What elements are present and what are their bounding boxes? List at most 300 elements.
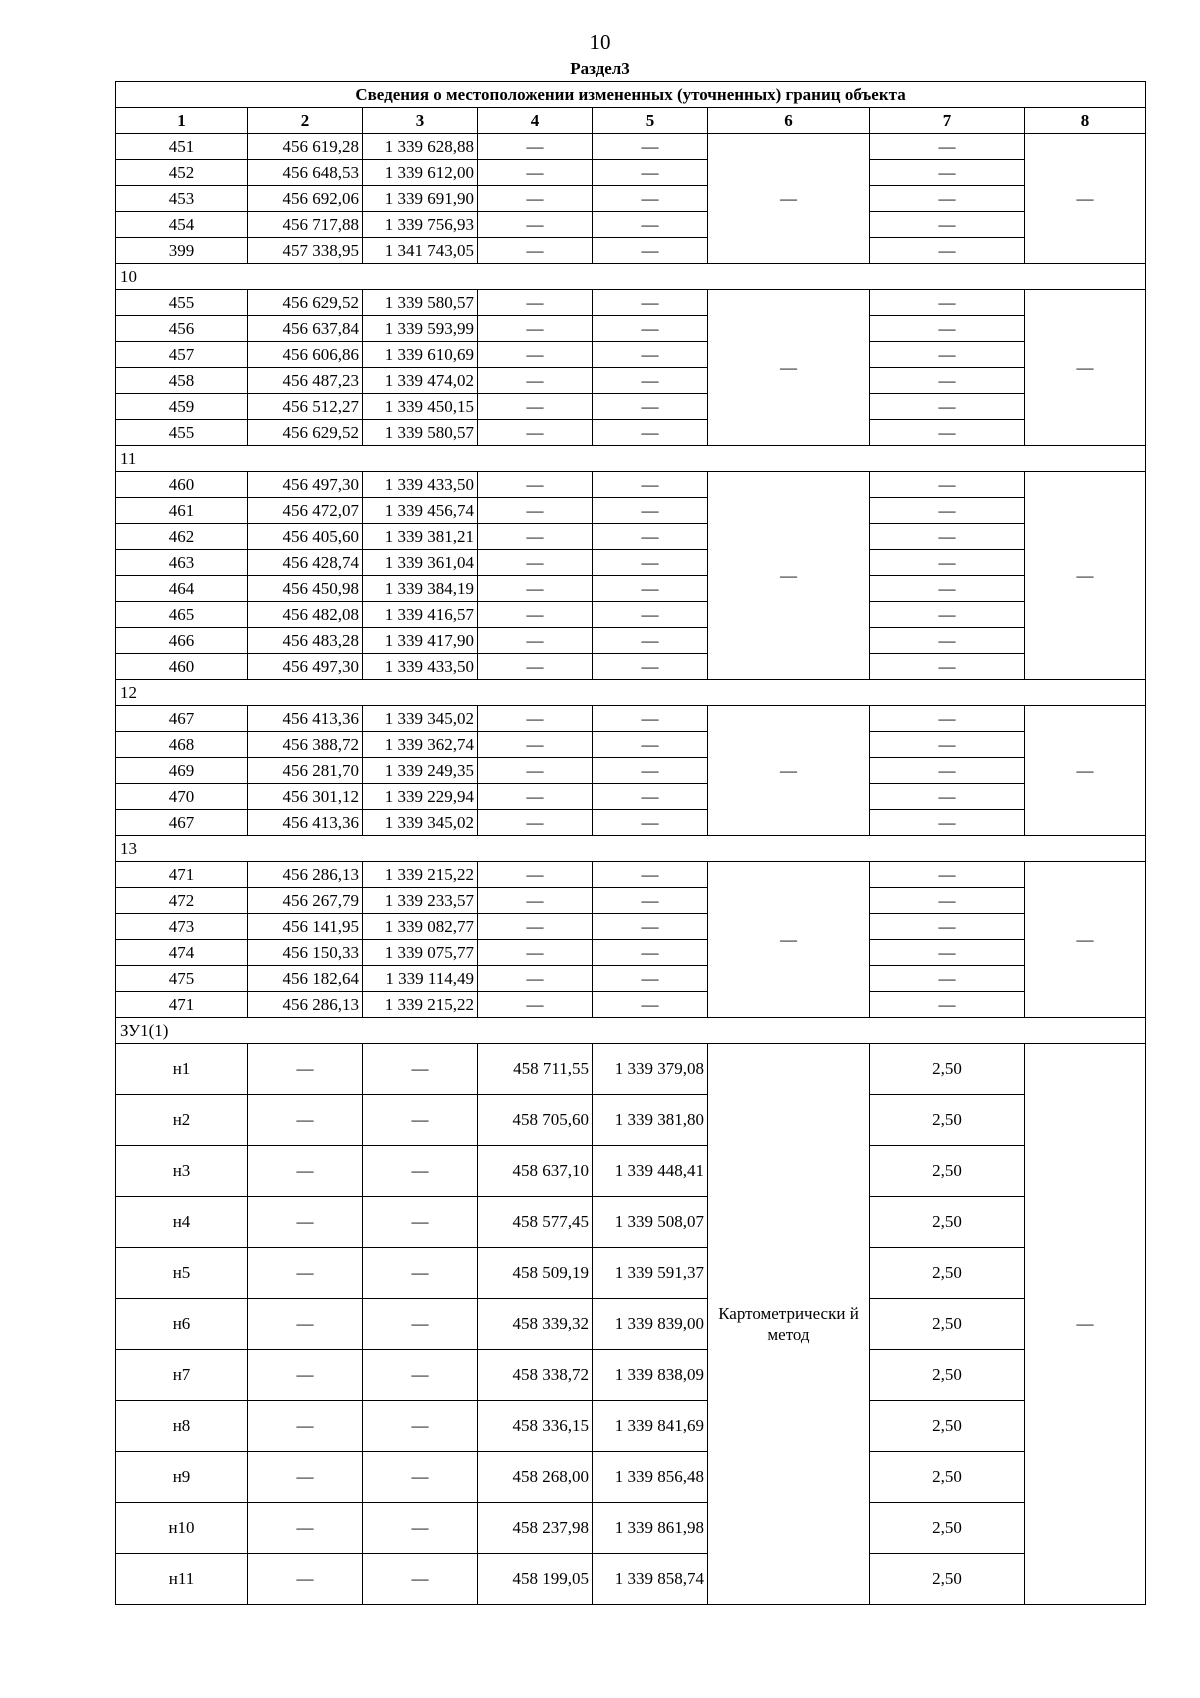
accuracy-cell: — bbox=[870, 472, 1025, 498]
new-y-cell: — bbox=[593, 706, 708, 732]
existing-x-cell: 456 388,72 bbox=[248, 732, 363, 758]
new-y-cell: — bbox=[593, 888, 708, 914]
new-y-cell: — bbox=[593, 420, 708, 446]
table-row bbox=[116, 342, 1146, 368]
accuracy-cell: 2,50 bbox=[870, 1197, 1025, 1248]
table-row bbox=[116, 368, 1146, 394]
new-y-cell: 1 339 861,98 bbox=[593, 1503, 708, 1554]
table-row bbox=[116, 940, 1146, 966]
group-label-row bbox=[116, 264, 1146, 290]
point-number-cell: 457 bbox=[116, 342, 248, 368]
existing-x-cell: 456 619,28 bbox=[248, 134, 363, 160]
new-x-cell: — bbox=[478, 758, 593, 784]
group-label: 11 bbox=[116, 446, 1146, 472]
description-cell: — bbox=[1025, 472, 1146, 680]
table-row bbox=[116, 212, 1146, 238]
accuracy-cell: — bbox=[870, 524, 1025, 550]
new-y-cell: — bbox=[593, 316, 708, 342]
table-row bbox=[116, 394, 1146, 420]
accuracy-cell: 2,50 bbox=[870, 1044, 1025, 1095]
point-number-cell: 460 bbox=[116, 472, 248, 498]
existing-y-cell: 1 339 612,00 bbox=[363, 160, 478, 186]
existing-y-cell: 1 339 691,90 bbox=[363, 186, 478, 212]
existing-x-cell: 456 637,84 bbox=[248, 316, 363, 342]
existing-x-cell: 456 487,23 bbox=[248, 368, 363, 394]
new-x-cell: 458 577,45 bbox=[478, 1197, 593, 1248]
point-number-cell: 460 bbox=[116, 654, 248, 680]
existing-x-cell: 456 606,86 bbox=[248, 342, 363, 368]
accuracy-cell: — bbox=[870, 628, 1025, 654]
table-row bbox=[116, 914, 1146, 940]
point-number-cell: 470 bbox=[116, 784, 248, 810]
existing-y-cell: 1 339 229,94 bbox=[363, 784, 478, 810]
point-number-cell: 467 bbox=[116, 810, 248, 836]
existing-y-cell: 1 339 075,77 bbox=[363, 940, 478, 966]
new-x-cell: — bbox=[478, 524, 593, 550]
table-row bbox=[116, 1248, 1146, 1299]
point-number-cell: 452 bbox=[116, 160, 248, 186]
description-cell: — bbox=[1025, 1044, 1146, 1605]
group-label-row bbox=[116, 446, 1146, 472]
new-y-cell: — bbox=[593, 290, 708, 316]
new-x-cell: — bbox=[478, 602, 593, 628]
existing-y-cell: 1 339 345,02 bbox=[363, 810, 478, 836]
accuracy-cell: — bbox=[870, 992, 1025, 1018]
existing-y-cell: — bbox=[363, 1503, 478, 1554]
existing-y-cell: 1 339 456,74 bbox=[363, 498, 478, 524]
new-y-cell: — bbox=[593, 550, 708, 576]
table-row bbox=[116, 1401, 1146, 1452]
table-row bbox=[116, 524, 1146, 550]
existing-y-cell: 1 339 384,19 bbox=[363, 576, 478, 602]
existing-y-cell: 1 339 249,35 bbox=[363, 758, 478, 784]
accuracy-cell: — bbox=[870, 212, 1025, 238]
accuracy-cell: — bbox=[870, 316, 1025, 342]
point-number-cell: н7 bbox=[116, 1350, 248, 1401]
new-y-cell: — bbox=[593, 238, 708, 264]
point-number-cell: 455 bbox=[116, 420, 248, 446]
group-label: 10 bbox=[116, 264, 1146, 290]
table-row bbox=[116, 654, 1146, 680]
existing-y-cell: 1 339 362,74 bbox=[363, 732, 478, 758]
method-cell: — bbox=[708, 134, 870, 264]
accuracy-cell: — bbox=[870, 160, 1025, 186]
existing-x-cell: — bbox=[248, 1350, 363, 1401]
existing-y-cell: 1 339 628,88 bbox=[363, 134, 478, 160]
existing-x-cell: — bbox=[248, 1503, 363, 1554]
point-number-cell: 462 bbox=[116, 524, 248, 550]
existing-x-cell: 456 286,13 bbox=[248, 992, 363, 1018]
table-row bbox=[116, 706, 1146, 732]
new-x-cell: — bbox=[478, 940, 593, 966]
new-x-cell: — bbox=[478, 706, 593, 732]
table-row bbox=[116, 498, 1146, 524]
existing-x-cell: 456 472,07 bbox=[248, 498, 363, 524]
new-y-cell: — bbox=[593, 212, 708, 238]
new-x-cell: 458 339,32 bbox=[478, 1299, 593, 1350]
new-y-cell: — bbox=[593, 160, 708, 186]
accuracy-cell: — bbox=[870, 602, 1025, 628]
new-y-cell: 1 339 381,80 bbox=[593, 1095, 708, 1146]
point-number-cell: 399 bbox=[116, 238, 248, 264]
accuracy-cell: 2,50 bbox=[870, 1299, 1025, 1350]
method-cell: — bbox=[708, 862, 870, 1018]
point-number-cell: н5 bbox=[116, 1248, 248, 1299]
table-row bbox=[116, 888, 1146, 914]
existing-x-cell: — bbox=[248, 1044, 363, 1095]
new-x-cell: 458 705,60 bbox=[478, 1095, 593, 1146]
new-x-cell: — bbox=[478, 186, 593, 212]
point-number-cell: 455 bbox=[116, 290, 248, 316]
column-number: 5 bbox=[593, 108, 708, 134]
new-x-cell: 458 199,05 bbox=[478, 1554, 593, 1605]
new-y-cell: 1 339 856,48 bbox=[593, 1452, 708, 1503]
table-row bbox=[116, 238, 1146, 264]
point-number-cell: 453 bbox=[116, 186, 248, 212]
new-x-cell: 458 237,98 bbox=[478, 1503, 593, 1554]
table-row bbox=[116, 290, 1146, 316]
new-y-cell: 1 339 379,08 bbox=[593, 1044, 708, 1095]
point-number-cell: 461 bbox=[116, 498, 248, 524]
table-row bbox=[116, 420, 1146, 446]
accuracy-cell: 2,50 bbox=[870, 1554, 1025, 1605]
accuracy-cell: — bbox=[870, 238, 1025, 264]
table-row bbox=[116, 1350, 1146, 1401]
column-number: 4 bbox=[478, 108, 593, 134]
new-y-cell: 1 339 508,07 bbox=[593, 1197, 708, 1248]
new-x-cell: — bbox=[478, 342, 593, 368]
existing-y-cell: 1 339 433,50 bbox=[363, 472, 478, 498]
table-row bbox=[116, 1146, 1146, 1197]
point-number-cell: н6 bbox=[116, 1299, 248, 1350]
existing-y-cell: 1 339 233,57 bbox=[363, 888, 478, 914]
new-x-cell: — bbox=[478, 966, 593, 992]
new-x-cell: — bbox=[478, 810, 593, 836]
table-row bbox=[116, 186, 1146, 212]
accuracy-cell: — bbox=[870, 134, 1025, 160]
accuracy-cell: — bbox=[870, 810, 1025, 836]
new-x-cell: — bbox=[478, 784, 593, 810]
new-x-cell: 458 509,19 bbox=[478, 1248, 593, 1299]
new-x-cell: — bbox=[478, 238, 593, 264]
existing-y-cell: 1 339 580,57 bbox=[363, 290, 478, 316]
new-y-cell: — bbox=[593, 758, 708, 784]
existing-x-cell: 456 301,12 bbox=[248, 784, 363, 810]
group-label: 13 bbox=[116, 836, 1146, 862]
table-row bbox=[116, 862, 1146, 888]
new-y-cell: 1 339 841,69 bbox=[593, 1401, 708, 1452]
new-x-cell: 458 637,10 bbox=[478, 1146, 593, 1197]
new-x-cell: — bbox=[478, 316, 593, 342]
existing-x-cell: — bbox=[248, 1401, 363, 1452]
point-number-cell: 451 bbox=[116, 134, 248, 160]
table-row bbox=[116, 992, 1146, 1018]
point-number-cell: н4 bbox=[116, 1197, 248, 1248]
table-caption: Сведения о местоположении измененных (уточненных) границ объекта bbox=[116, 82, 1146, 108]
point-number-cell: 463 bbox=[116, 550, 248, 576]
new-x-cell: — bbox=[478, 420, 593, 446]
existing-x-cell: 456 497,30 bbox=[248, 654, 363, 680]
new-y-cell: — bbox=[593, 394, 708, 420]
existing-y-cell: 1 339 417,90 bbox=[363, 628, 478, 654]
accuracy-cell: 2,50 bbox=[870, 1350, 1025, 1401]
new-y-cell: — bbox=[593, 966, 708, 992]
new-y-cell: — bbox=[593, 368, 708, 394]
point-number-cell: 468 bbox=[116, 732, 248, 758]
table-row bbox=[116, 810, 1146, 836]
column-number: 1 bbox=[116, 108, 248, 134]
new-x-cell: 458 338,72 bbox=[478, 1350, 593, 1401]
group-label-row bbox=[116, 1018, 1146, 1044]
new-y-cell: — bbox=[593, 810, 708, 836]
accuracy-cell: 2,50 bbox=[870, 1503, 1025, 1554]
table-row bbox=[116, 1299, 1146, 1350]
table-row bbox=[116, 1095, 1146, 1146]
existing-x-cell: 456 281,70 bbox=[248, 758, 363, 784]
accuracy-cell: — bbox=[870, 498, 1025, 524]
point-number-cell: 472 bbox=[116, 888, 248, 914]
existing-x-cell: 456 413,36 bbox=[248, 810, 363, 836]
existing-y-cell: 1 339 361,04 bbox=[363, 550, 478, 576]
existing-x-cell: — bbox=[248, 1146, 363, 1197]
new-x-cell: — bbox=[478, 576, 593, 602]
column-number: 6 bbox=[708, 108, 870, 134]
new-x-cell: 458 268,00 bbox=[478, 1452, 593, 1503]
existing-x-cell: 456 482,08 bbox=[248, 602, 363, 628]
accuracy-cell: — bbox=[870, 420, 1025, 446]
new-y-cell: 1 339 838,09 bbox=[593, 1350, 708, 1401]
new-y-cell: — bbox=[593, 654, 708, 680]
accuracy-cell: — bbox=[870, 290, 1025, 316]
existing-x-cell: 456 413,36 bbox=[248, 706, 363, 732]
new-y-cell: — bbox=[593, 342, 708, 368]
table-row bbox=[116, 628, 1146, 654]
table-row bbox=[116, 1044, 1146, 1095]
new-y-cell: 1 339 448,41 bbox=[593, 1146, 708, 1197]
point-number-cell: 464 bbox=[116, 576, 248, 602]
point-number-cell: 473 bbox=[116, 914, 248, 940]
point-number-cell: н10 bbox=[116, 1503, 248, 1554]
existing-y-cell: 1 339 580,57 bbox=[363, 420, 478, 446]
new-y-cell: — bbox=[593, 992, 708, 1018]
point-number-cell: 475 bbox=[116, 966, 248, 992]
existing-y-cell: 1 339 215,22 bbox=[363, 862, 478, 888]
new-x-cell: — bbox=[478, 550, 593, 576]
description-cell: — bbox=[1025, 290, 1146, 446]
point-number-cell: 466 bbox=[116, 628, 248, 654]
accuracy-cell: 2,50 bbox=[870, 1095, 1025, 1146]
existing-x-cell: 456 483,28 bbox=[248, 628, 363, 654]
accuracy-cell: — bbox=[870, 342, 1025, 368]
accuracy-cell: — bbox=[870, 706, 1025, 732]
new-x-cell: — bbox=[478, 290, 593, 316]
point-number-cell: н11 bbox=[116, 1554, 248, 1605]
new-y-cell: — bbox=[593, 472, 708, 498]
method-cell: — bbox=[708, 472, 870, 680]
existing-x-cell: — bbox=[248, 1299, 363, 1350]
existing-y-cell: 1 339 433,50 bbox=[363, 654, 478, 680]
existing-y-cell: 1 339 474,02 bbox=[363, 368, 478, 394]
accuracy-cell: — bbox=[870, 888, 1025, 914]
existing-x-cell: 456 450,98 bbox=[248, 576, 363, 602]
existing-y-cell: 1 339 345,02 bbox=[363, 706, 478, 732]
column-number: 2 bbox=[248, 108, 363, 134]
existing-y-cell: — bbox=[363, 1146, 478, 1197]
point-number-cell: 465 bbox=[116, 602, 248, 628]
existing-x-cell: 456 405,60 bbox=[248, 524, 363, 550]
new-x-cell: — bbox=[478, 992, 593, 1018]
point-number-cell: н2 bbox=[116, 1095, 248, 1146]
new-y-cell: — bbox=[593, 602, 708, 628]
accuracy-cell: — bbox=[870, 914, 1025, 940]
point-number-cell: 471 bbox=[116, 862, 248, 888]
method-cell: Картометрически й метод bbox=[708, 1044, 870, 1605]
table-row bbox=[116, 1503, 1146, 1554]
column-number: 7 bbox=[870, 108, 1025, 134]
table-row bbox=[116, 758, 1146, 784]
new-x-cell: — bbox=[478, 472, 593, 498]
existing-x-cell: — bbox=[248, 1248, 363, 1299]
new-x-cell: — bbox=[478, 498, 593, 524]
accuracy-cell: 2,50 bbox=[870, 1452, 1025, 1503]
description-cell: — bbox=[1025, 706, 1146, 836]
existing-x-cell: 456 428,74 bbox=[248, 550, 363, 576]
new-y-cell: — bbox=[593, 498, 708, 524]
existing-y-cell: — bbox=[363, 1044, 478, 1095]
existing-x-cell: 457 338,95 bbox=[248, 238, 363, 264]
existing-x-cell: — bbox=[248, 1095, 363, 1146]
new-x-cell: — bbox=[478, 134, 593, 160]
existing-x-cell: 456 141,95 bbox=[248, 914, 363, 940]
table-row bbox=[116, 602, 1146, 628]
new-x-cell: 458 336,15 bbox=[478, 1401, 593, 1452]
accuracy-cell: — bbox=[870, 966, 1025, 992]
existing-y-cell: — bbox=[363, 1299, 478, 1350]
existing-x-cell: 456 629,52 bbox=[248, 420, 363, 446]
existing-y-cell: 1 339 215,22 bbox=[363, 992, 478, 1018]
existing-y-cell: — bbox=[363, 1095, 478, 1146]
accuracy-cell: — bbox=[870, 940, 1025, 966]
table-row bbox=[116, 784, 1146, 810]
new-x-cell: — bbox=[478, 862, 593, 888]
point-number-cell: н3 bbox=[116, 1146, 248, 1197]
table-row bbox=[116, 1452, 1146, 1503]
new-y-cell: — bbox=[593, 784, 708, 810]
table-row bbox=[116, 966, 1146, 992]
point-number-cell: н1 bbox=[116, 1044, 248, 1095]
group-label: ЗУ1(1) bbox=[116, 1018, 1146, 1044]
existing-x-cell: — bbox=[248, 1554, 363, 1605]
accuracy-cell: 2,50 bbox=[870, 1401, 1025, 1452]
existing-y-cell: 1 339 381,21 bbox=[363, 524, 478, 550]
existing-x-cell: 456 267,79 bbox=[248, 888, 363, 914]
existing-x-cell: — bbox=[248, 1197, 363, 1248]
point-number-cell: 459 bbox=[116, 394, 248, 420]
accuracy-cell: — bbox=[870, 368, 1025, 394]
existing-y-cell: — bbox=[363, 1197, 478, 1248]
page-number: 10 bbox=[589, 30, 611, 54]
new-x-cell: — bbox=[478, 914, 593, 940]
new-y-cell: — bbox=[593, 862, 708, 888]
accuracy-cell: — bbox=[870, 576, 1025, 602]
new-x-cell: — bbox=[478, 628, 593, 654]
existing-y-cell: — bbox=[363, 1401, 478, 1452]
existing-x-cell: — bbox=[248, 1452, 363, 1503]
existing-x-cell: 456 717,88 bbox=[248, 212, 363, 238]
existing-y-cell: 1 339 416,57 bbox=[363, 602, 478, 628]
new-x-cell: — bbox=[478, 654, 593, 680]
existing-y-cell: 1 339 756,93 bbox=[363, 212, 478, 238]
existing-y-cell: 1 339 610,69 bbox=[363, 342, 478, 368]
accuracy-cell: — bbox=[870, 758, 1025, 784]
point-number-cell: н8 bbox=[116, 1401, 248, 1452]
new-y-cell: 1 339 591,37 bbox=[593, 1248, 708, 1299]
new-x-cell: — bbox=[478, 368, 593, 394]
existing-x-cell: 456 648,53 bbox=[248, 160, 363, 186]
existing-y-cell: 1 341 743,05 bbox=[363, 238, 478, 264]
table-row bbox=[116, 1554, 1146, 1605]
accuracy-cell: 2,50 bbox=[870, 1248, 1025, 1299]
section-title: Раздел3 bbox=[570, 59, 630, 78]
point-number-cell: 456 bbox=[116, 316, 248, 342]
new-y-cell: — bbox=[593, 732, 708, 758]
column-number: 3 bbox=[363, 108, 478, 134]
point-number-cell: н9 bbox=[116, 1452, 248, 1503]
accuracy-cell: — bbox=[870, 862, 1025, 888]
accuracy-cell: — bbox=[870, 784, 1025, 810]
existing-y-cell: — bbox=[363, 1248, 478, 1299]
existing-x-cell: 456 150,33 bbox=[248, 940, 363, 966]
table-row bbox=[116, 316, 1146, 342]
point-number-cell: 458 bbox=[116, 368, 248, 394]
existing-y-cell: 1 339 450,15 bbox=[363, 394, 478, 420]
accuracy-cell: 2,50 bbox=[870, 1146, 1025, 1197]
table-row bbox=[116, 472, 1146, 498]
group-label-row bbox=[116, 680, 1146, 706]
column-number: 8 bbox=[1025, 108, 1146, 134]
existing-y-cell: — bbox=[363, 1350, 478, 1401]
new-y-cell: — bbox=[593, 940, 708, 966]
existing-y-cell: — bbox=[363, 1554, 478, 1605]
existing-x-cell: 456 629,52 bbox=[248, 290, 363, 316]
description-cell: — bbox=[1025, 134, 1146, 264]
existing-y-cell: 1 339 114,49 bbox=[363, 966, 478, 992]
accuracy-cell: — bbox=[870, 186, 1025, 212]
point-number-cell: 471 bbox=[116, 992, 248, 1018]
existing-x-cell: 456 512,27 bbox=[248, 394, 363, 420]
point-number-cell: 454 bbox=[116, 212, 248, 238]
accuracy-cell: — bbox=[870, 394, 1025, 420]
new-x-cell: — bbox=[478, 888, 593, 914]
boundary-coordinates-table bbox=[115, 81, 1146, 1605]
existing-x-cell: 456 286,13 bbox=[248, 862, 363, 888]
new-y-cell: 1 339 839,00 bbox=[593, 1299, 708, 1350]
point-number-cell: 469 bbox=[116, 758, 248, 784]
new-y-cell: — bbox=[593, 576, 708, 602]
new-y-cell: — bbox=[593, 186, 708, 212]
new-y-cell: — bbox=[593, 628, 708, 654]
new-x-cell: 458 711,55 bbox=[478, 1044, 593, 1095]
method-cell: — bbox=[708, 706, 870, 836]
existing-y-cell: 1 339 593,99 bbox=[363, 316, 478, 342]
new-x-cell: — bbox=[478, 212, 593, 238]
description-cell: — bbox=[1025, 862, 1146, 1018]
point-number-cell: 467 bbox=[116, 706, 248, 732]
new-y-cell: 1 339 858,74 bbox=[593, 1554, 708, 1605]
group-label-row bbox=[116, 836, 1146, 862]
group-label: 12 bbox=[116, 680, 1146, 706]
accuracy-cell: — bbox=[870, 654, 1025, 680]
